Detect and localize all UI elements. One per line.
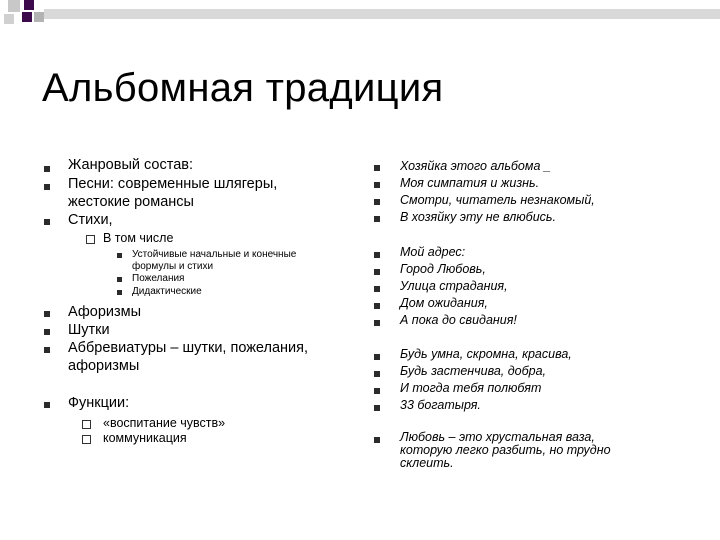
bullet-square	[374, 320, 380, 326]
sub-formulas-line2: формулы и стихи	[132, 261, 214, 272]
poem1-line4: В хозяйку эту не влюбись.	[400, 210, 556, 224]
slide-title: Альбомная традиция	[42, 66, 444, 110]
bullet-square	[44, 184, 50, 190]
bullet-hollow	[82, 420, 91, 429]
bullet-square	[374, 252, 380, 258]
bullet-square	[374, 388, 380, 394]
poem3-line1: Будь умна, скромна, красива,	[400, 347, 572, 361]
bullet-square	[44, 402, 50, 408]
bullet-square-small	[117, 253, 122, 258]
functions-heading: Функции:	[68, 395, 130, 411]
bullet-square	[44, 219, 50, 225]
poem2-line5: А пока до свидания!	[400, 313, 517, 327]
jokes-item: Шутки	[68, 322, 110, 338]
header-decoration	[0, 0, 720, 28]
bullet-square	[374, 286, 380, 292]
bullet-square	[374, 216, 380, 222]
bullet-square	[374, 354, 380, 360]
songs-line1: Песни: современные шлягеры,	[68, 176, 278, 192]
aphorisms-item: Афоризмы	[68, 304, 142, 320]
genre-heading: Жанровый состав:	[68, 157, 194, 173]
bullet-square	[374, 405, 380, 411]
poem1-line1: Хозяйка этого альбома _	[400, 159, 551, 173]
love-line2: которую легко разбить, но трудно	[400, 443, 611, 457]
poem2-line1: Мой адрес:	[400, 245, 466, 259]
bullet-hollow	[86, 235, 95, 244]
poem3-line2: Будь застенчива, добра,	[400, 364, 547, 378]
abbr-line1: Аббревиатуры – шутки, пожелания,	[68, 340, 309, 356]
sub-formulas-line1: Устойчивые начальные и конечные	[132, 249, 297, 260]
poem2-line4: Дом ожидания,	[400, 296, 488, 310]
header-square-dark	[24, 0, 34, 10]
bullet-square	[374, 303, 380, 309]
poem1-line3: Смотри, читатель незнакомый,	[400, 193, 595, 207]
bullet-square	[374, 199, 380, 205]
header-stripe	[44, 9, 720, 19]
poems-item: Стихи,	[68, 212, 113, 228]
poem2-line3: Улица страдания,	[400, 279, 508, 293]
function-communication: коммуникация	[103, 431, 187, 445]
poem1-line2: Моя симпатия и жизнь.	[400, 176, 540, 190]
bullet-square	[374, 371, 380, 377]
songs-line2: жестокие романсы	[68, 194, 194, 210]
header-square-dark-2	[22, 12, 32, 22]
bullet-square	[44, 329, 50, 335]
bullet-square	[374, 165, 380, 171]
bullet-square-small	[117, 277, 122, 282]
sub-didactic: Дидактические	[132, 286, 202, 297]
function-education: «воспитание чувств»	[103, 416, 226, 430]
bullet-square	[44, 311, 50, 317]
bullet-square	[374, 182, 380, 188]
bullet-square	[44, 166, 50, 172]
bullet-square	[374, 437, 380, 443]
sub-wishes: Пожелания	[132, 273, 185, 284]
poem3-line4: 33 богатыря.	[400, 398, 481, 412]
bullet-square-small	[117, 290, 122, 295]
including-item: В том числе	[103, 231, 174, 245]
abbr-line2: афоризмы	[68, 358, 140, 374]
header-square-gray-3	[4, 14, 14, 24]
love-line3: склеить.	[400, 456, 454, 470]
poem2-line2: Город Любовь,	[400, 262, 486, 276]
bullet-square	[374, 269, 380, 275]
header-square-gray	[8, 0, 20, 12]
header-square-gray-2	[34, 12, 44, 22]
love-line1: Любовь – это хрустальная ваза,	[400, 430, 595, 444]
poem3-line3: И тогда тебя полюбят	[400, 381, 542, 395]
bullet-hollow	[82, 435, 91, 444]
bullet-square	[44, 347, 50, 353]
